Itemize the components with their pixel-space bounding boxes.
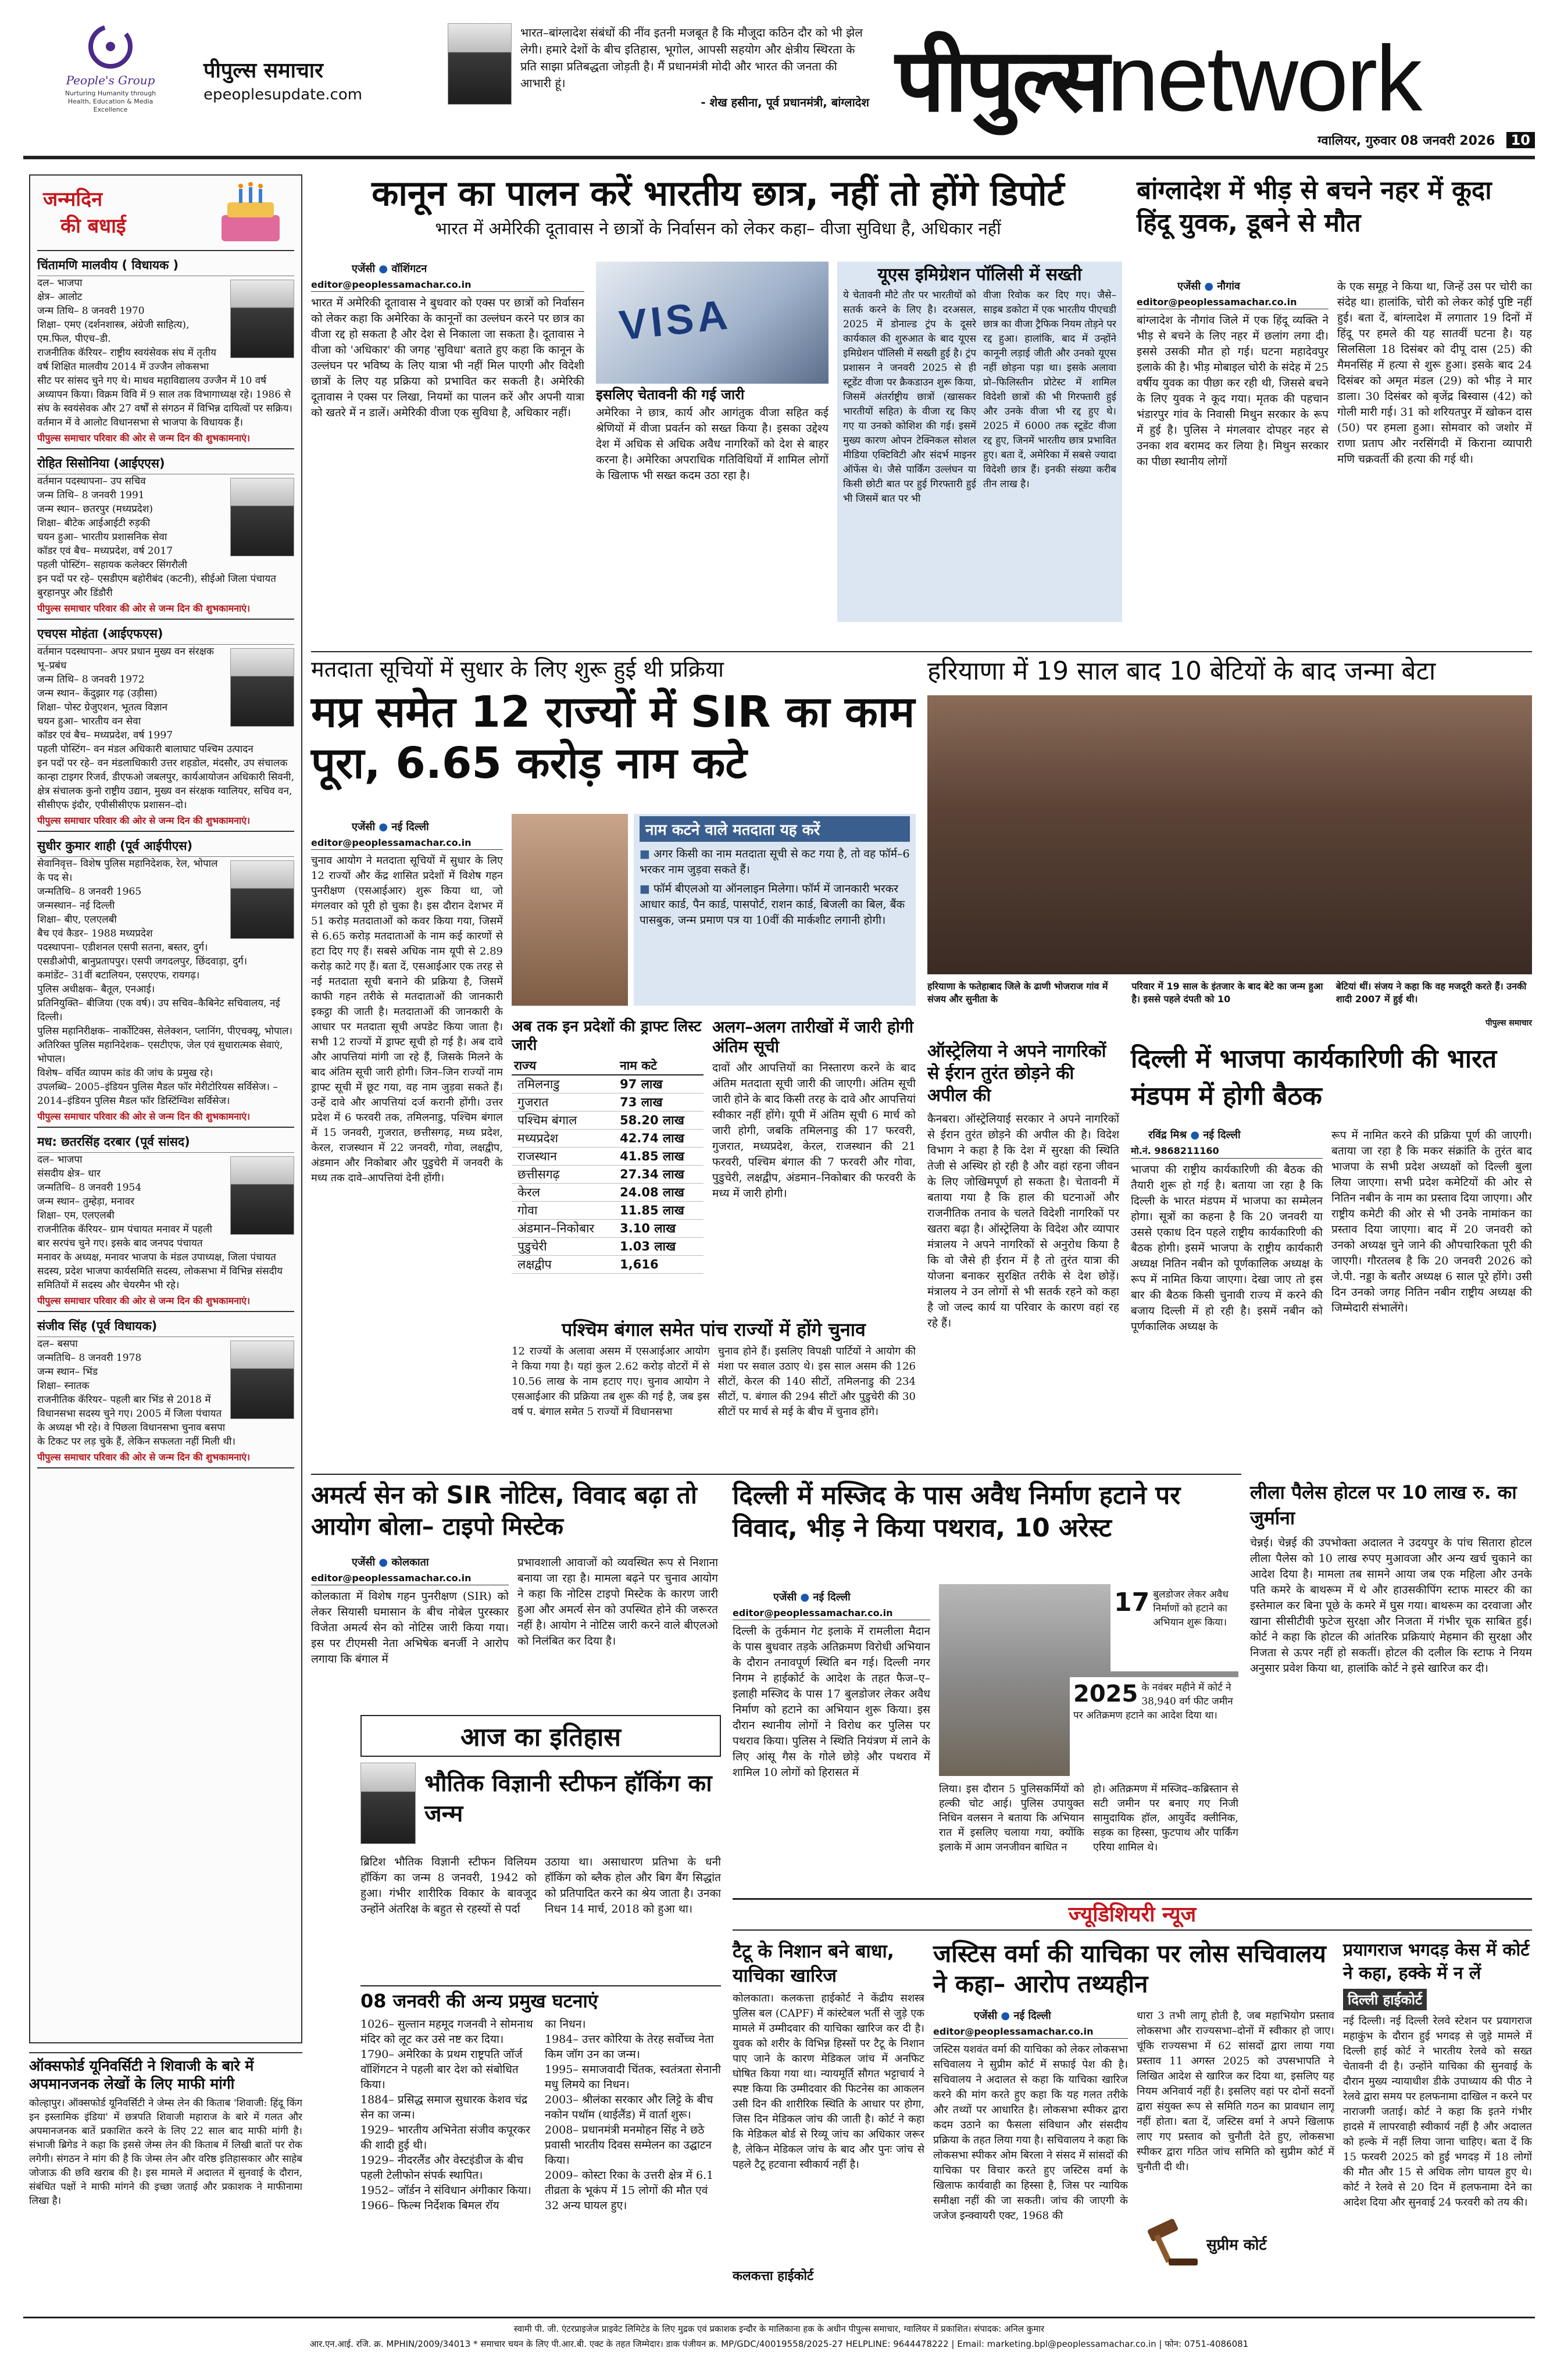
amartya-col1: कोलकाता में विशेष गहन पुनरीक्षण (SIR) को लेकर सियासी घमासान के बीच नोबेल पुरस्कार विजेता अमर्त्य सेन को नोटिस जारी किया गया। इस पर टीएमसी नेता अभिषेक बनर्जी ने आरोप लगाया कि बंगाल में	[311, 1590, 509, 1666]
birthday-entry	[37, 449, 294, 620]
section-rule-2	[311, 1474, 1241, 1475]
birthday-entry-line: जन्मस्थान– नई दिल्ली	[37, 900, 115, 912]
birthday-entry-line: दल– भाजपा	[37, 277, 83, 289]
table-cell-state: छत्तीसगढ़	[517, 1167, 560, 1181]
website-link[interactable]: epeoplesupdate.com	[203, 86, 363, 103]
bangladesh-col2: के एक समूह ने किया था, जिन्हें उस पर चोरी का संदेह था। हालांकि, चोरी को लेकर कोई पुष्टि नहीं हुई। बता दें, बांग्लादेश में लगातार 19 दिनों में हिंदू पर हमले की यह सातवीं घटना है। यह सिलसिला 18 दिसंबर को दीपू दास (25) की मैमनसिंह में हत्या से शुरू हुआ। इसके बाद 24 दिसंबर को अमृत मंडल (29) को भीड़ ने मार डाला। 30 दिसंबर को बृजेंद्र बिस्वास (42) को गोली मारी गई। 31 को शरियतपुर में खोकन दास (50) पर हमला हुआ। सोमवार को जशोर में राणा प्रताप और नरसिंगदी में किराना व्यापारी मणि चक्रवर्ती की हत्या की गई थी।	[1337, 280, 1532, 466]
byline-name: रविंद्र मिश्र	[1148, 1129, 1187, 1141]
tattoo-story	[733, 1939, 924, 2305]
masjid-byline: एजेंसी ● नई दिल्ली	[773, 1591, 851, 1603]
table-row	[512, 1130, 703, 1148]
table-row	[512, 1148, 703, 1166]
history-event: का निधन।	[545, 2017, 586, 2031]
haryana-caption3: बेटियां थीं। संजय ने कहा कि वह मजदूरी करते हैं। उनकी शादी 2007 में हुई थी।	[1335, 981, 1527, 1005]
haryana-caption2: परिवार में 19 साल के इंतजार के बाद बेटे का जन्म हुआ है। इससे पहले दंपती को 10	[1131, 981, 1323, 1005]
history-section	[360, 1715, 721, 2302]
birthday-entry-line: इन पदों पर रहे– वन मंडलाधिकारी उत्तर शहडोल, मंदसौर, उप संचालक कान्हा टाइगर रिजर्व, डीएफओ जबलपुर, कार्यआयोजन अधिकारी सिवनी, क्षेत्र संचालक कुनो राष्ट्रीय उद्यान, मुख्य वन संरक्षक ग्वालियर, सचिव वन, सीसीएफ इंदौर, एपीसीसीएफ प्रशासन–दो।	[37, 757, 294, 811]
birthday-wish: पीपुल्स समाचार परिवार की ओर से जन्म दिन की शुभकामनाएं।	[37, 603, 251, 614]
byline-city: नई दिल्ली	[813, 1591, 851, 1603]
byline-agency: एजेंसी	[773, 1591, 797, 1603]
birthday-entry-line: पदस्थापना– एडीशनल एसपी सतना, बस्तर, दुर्ग। एसडीओपी, बानुप्रतापपुर। एसपी जगदलपुर, छिंदवाड़ा, दुर्ग।	[37, 942, 248, 967]
quote-text: भारत–बांग्लादेश संबंधों की नींव इतनी मजबूत है कि मौजूदा कठिन दौर को भी झेल लेगी। हमारे देशों के बीच इतिहास, भूगोल, आपसी सहयोग और क्षेत्रीय स्थिरता के प्रति साझा प्रतिबद्धता जोड़ती है। मैं प्रधानमंत्री मोदी और भारत की जनता की आभारी हूं।	[520, 26, 863, 90]
birthday-entry-line: कॉडर एवं बैच– मध्यप्रदेश, वर्ष 1997	[37, 730, 173, 741]
amartya-byline: एजेंसी ● कोलकाता	[352, 1556, 429, 1568]
byline-city: नई दिल्ली	[1013, 2010, 1051, 2022]
birthday-entry-line: जन्मतिथि– 8 जनवरी 1978	[37, 1352, 142, 1364]
bjp-col1: भाजपा की राष्ट्रीय कार्यकारिणी की बैठक की तैयारी शुरू हो गई है। बताया जा रहा है कि दिल्ली के भारत मंडपम में भाजपा का सम्मेलन होगा। सूत्रों का कहना है कि 20 जनवरी या उससे एकाध दिन पहले राष्ट्रीय कार्यकारिणी की बैठक होगी। इसमें भाजपा के राष्ट्रीय कार्यकारी अध्यक्ष नितिन नबीन को पूर्णकालिक अध्यक्ष के रूप में नामित किया जाएगा। देखा जाए तो इस बार की बैठक किसी चुनावी राज्य में करने की बजाय दिल्ली में हो रही है। इसमें नबीन को पूर्णकालिक अध्यक्ष के	[1131, 1163, 1323, 1333]
table-cell-state: केरल	[517, 1185, 540, 1199]
history-col2: उठाया था। असाधारण प्रतिभा के धनी हॉकिंग को ब्लैक होल और बिग बैंग सिद्धांत को प्रतिपादित करने का श्रेय जाता है। उनका निधन 14 मार्च, 2018 को हुआ था।	[545, 1856, 721, 1916]
footer-line2: आर.एन.आई. रजि. क्र. MPHIN/2009/34013 * समाचार चयन के लिए पी.आर.बी. एक्ट के तहत जिम्मेदार। डाक पंजीयन क्र. MP/GDC/40019558/2025-27 HELPLINE: 9644478222 | Email: marketing.bpl@peoplessamachar.co.in | फोन: 0751-4086081	[309, 2339, 1249, 2349]
birthday-entry-line: राजनीतिक कॅरियर– राष्ट्रीय स्वयंसेवक संघ में तृतीय वर्ष शिक्षित मालवीय 2014 में उज्जैन लोकसभा सीट पर सांसद चुने गए थे। माधव महाविद्यालय उज्जैन में 10 वर्ष अध्यापन किया। विक्रम विवि में 9 साल तक विभागाध्यक्ष रहे। 1986 से संघ के स्वयंसेवक और 27 वर्षों से संगठन में विभिन्न दायित्वों पर सक्रिय। वर्तमान में वे आलोट विधानसभा से भाजपा के विधायक हैं।	[37, 347, 292, 428]
birthday-entry-line: शिक्षा– एमए (दर्शनशास्त्र, अंग्रेजी साहित्य), एम.फिल, पीएच–डी.	[37, 319, 190, 345]
deport-headline: कानून का पालन करें भारतीय छात्र, नहीं तो होंगे डिपोर्ट	[372, 173, 1065, 214]
stat1-text: बुलडोजर लेकर अवैध निर्माणों को हटाने का अभियान शुरू किया।	[1153, 1589, 1229, 1628]
birthday-entry-line: राजनीतिक कॅरियर– पहली बार भिंड से 2018 में विधानसभा सदस्य चुने गए। 2005 में जिला पंचायत के अध्यक्ष भी रहे। वे पिछला विधानसभा चुनाव बसपा के टिकट पर लड़ चुके हैं, लेकिन सफलता नहीं मिली थी।	[37, 1394, 235, 1448]
byline-agency: एजेंसी	[352, 821, 376, 833]
varma-court: सुप्रीम कोर्ट	[1206, 2236, 1267, 2254]
varma-byline: एजेंसी ● नई दिल्ली	[974, 2010, 1051, 2022]
table-head-names: नाम कटे	[620, 1059, 657, 1073]
birthday-entry-line: राजनीतिक कॅरियर– ग्राम पंचायत मनावर में पहली बार सरपंच चुने गए। इसके बाद जनपद पंचायत मनावर के अध्यक्ष, मनावर भाजपा के मंडल उपाध्यक्ष, जिला पंचायत सदस्य, प्रदेश भाजपा कार्यसमिति सदस्य, लोकसभा में विभिन्न संसदीय समितियों में सदस्य और चेयरमैन भी रहे।	[37, 1224, 283, 1291]
peoples-group-logo-icon	[87, 23, 134, 70]
group-name: People's Group	[66, 73, 155, 87]
birthday-entry-line: पहली पोस्टिंग– सहायक कलेक्टर सिंगरौली	[37, 559, 187, 571]
australia-headline: ऑस्ट्रेलिया ने अपने नागरिकों से ईरान तुरंत छोड़ने की अपील की	[927, 1041, 1106, 1106]
demolition-photo	[939, 1584, 1238, 1776]
birthday-entry-line: प्रतिनियुक्ति– बीजिया (एक वर्ष)। उप सचिव–कैबिनेट सचिवालय, नई दिल्ली।	[37, 998, 280, 1023]
byline-city: वॉशिंगटन	[391, 263, 427, 275]
us-immigration-title: यूएस इमिग्रेशन पॉलिसी में सख्ती	[877, 265, 1082, 285]
judiciary-section	[733, 1898, 1532, 2305]
history-event: 1966– फिल्म निर्देशक बिमल रॉय	[360, 2199, 499, 2212]
birthday-cake-icon	[213, 180, 288, 247]
birthday-entry-line: शिक्षा– बीए, एलएलबी	[37, 914, 117, 925]
prayag-text: नई दिल्ली। नई दिल्ली रेलवे स्टेशन पर प्रयागराज महाकुंभ के दौरान हुई भगदड़ से जुड़े मामले में दिल्ली हाई कोर्ट ने भारतीय रेलवे को सख्त चेतावनी दी है। उन्होंने याचिका की सुनवाई के दौरान मुख्य न्यायाधीश डीके उपाध्याय की पीठ ने रेलवे द्वारा समय पर हलफनामा दाखिल न करने पर नाराजगी जताई। कोर्ट ने कहा कि इतने गंभीर हादसे में लापरवाही स्वीकार्य नहीं है और अदालत को हल्के में नहीं लिया जाना चाहिए। बता दें कि 15 फरवरी 2025 को हुई भगदड़ में 18 लोगों की मौत और 15 से अधिक लोग घायल हुए थे। कोर्ट ने रेलवे से 20 दिन में हलफनामा देने का आदेश दिया और सुनवाई 24 फरवरी को तय की।	[1343, 2015, 1532, 2209]
history-event: 1984– उत्तर कोरिया के तेरह सर्वोच्च नेता किम जॉग उन का जन्म।	[545, 2032, 714, 2061]
table-cell-state: पुडुचेरी	[517, 1239, 547, 1253]
varma-headline: जस्टिस वर्मा की याचिका पर लोस सचिवालय ने कहा– आरोप तथ्यहीन	[933, 1939, 1326, 1998]
oxford-text: कोल्हापुर। ऑक्सफोर्ड यूनिवर्सिटी ने जेम्स लेन की किताब 'शिवाजी: हिंदू किंग इन इस्लामिक इंडिया' में छत्रपति शिवाजी महाराज के बारे में गलत और अपमानजनक बातें प्रकाशित करने के लिए 22 साल बाद माफी मांगी है। संभाजी ब्रिगेड ने कहा कि इससे जेम्स लेन की किताब में लिखी बातों पर रोक लगेगी। संगठन ने मांग की है कि जेम्स लेन और वरिष्ठ इतिहासकार और साहेब जोजाऊ की छवि खराब की है। इस मामले में अदालत में सुनवाई के दौरान, संबंधित पक्षों ने माफी मांगने की इच्छा जताई और प्रकाशक ने माफीनामा लिखा है।	[29, 2097, 302, 2207]
byline-city: नई दिल्ली	[1203, 1129, 1241, 1141]
oxford-headline: ऑक्सफोर्ड यूनिवर्सिटी ने शिवाजी के बारे में अपमानजनक लेखों के लिए माफी मांगी	[29, 2052, 302, 2093]
birthday-entry-line: संसदीय क्षेत्र– धार	[37, 1168, 101, 1180]
bangladesh-headline: बांग्लादेश में भीड़ से बचने नहर में कूदा हिंदू युवक, डूबने से मौत	[1137, 176, 1492, 238]
birthday-entry-line: चयन हुआ– भारतीय प्रशासनिक सेवा	[37, 531, 167, 543]
table-cell-state: मध्यप्रदेश	[517, 1131, 559, 1145]
birthday-entry-line: वर्तमान पदस्थापना– अपर प्रधान मुख्य वन संरक्षक भू–प्रबंध	[37, 646, 214, 671]
sir-table-box	[512, 1017, 703, 1320]
byline-agency: एजेंसी	[1177, 280, 1201, 292]
brand-hindi: पीपुल्स	[895, 30, 1108, 131]
cut-voters-box	[634, 814, 916, 1006]
history-event: 1884– प्रसिद्ध समाज सुधारक केशव चंद्र सेन का जन्म।	[360, 2093, 528, 2121]
haryana-credit: पीपुल्स समाचार	[1485, 1019, 1532, 1028]
us-immigration-col1: ये चेतावनी मौटे तौर पर भारतीयों को सतर्क करने के लिए है। दरअसल, 2025 में डोनाल्ड ट्रंप के दूसरे कार्यकाल की शुरुआत के बाद यूएस इमिग्रेशन पॉलिसी में सख्ती हुई है। ट्रंप प्रशासन ने जनवरी 2025 से ही स्टूडेंट वीजा पर क्रैकडाउन शुरू किया, जिसमें अंतर्राष्ट्रीय छात्रों (खासकर भारतीयों सहित) के वीजा रद्द किए गए या उनको कोशिश की गई। इसमें मुख्य कारण ओपन टेक्निकल सोशल मीडिया एक्टिविटी और संदर्भ माइनर ऑफेंस थे। जैसे पार्किंग उल्लंघन या किसी छोटी बात पर हुई गिरफ्तारी हुई भी जिसमें बात पर भी	[843, 289, 976, 505]
sir-byline: एजेंसी ● नई दिल्ली	[352, 821, 429, 833]
birthday-entry-photo	[230, 1156, 294, 1235]
quote-author: - शेख हसीना, पूर्व प्रधानमंत्री, बांग्लादेश	[701, 95, 869, 109]
table-cell-value: 1.03 लाख	[620, 1239, 676, 1253]
quote-block	[520, 24, 869, 110]
events-col2	[545, 2017, 721, 2238]
masjid-col1: दिल्ली के तुर्कमान गेट इलाके में रामलीला मैदान के पास बुधवार तड़के अतिक्रमण विरोधी अभियान के दौरान तनावपूर्ण स्थिति बन गई। दिल्ली नगर निगम ने हाईकोर्ट के आदेश के तहत फैज–ए–इलाही मस्जिद के पास 17 बुलडोजर लेकर अवैध निर्माण को हटाने का अभियान शुरू किया। इस दौरान स्थानीय लोगों ने विरोध कर पुलिस पर पथराव किया। पुलिस ने स्थिति नियंत्रण में लाने के लिए आंसू गैस के गोले छोड़े और पथराव में शामिल 10 लोगों को हिरासत में	[733, 1625, 930, 1779]
sidebar-entries	[37, 251, 294, 1468]
cut-voters-title: नाम कटने वाले मतदाता यह करें	[640, 816, 910, 842]
table-cell-value: 3.10 लाख	[620, 1221, 676, 1235]
birthday-entry-photo	[230, 478, 294, 556]
birthday-entry-line: जन्म स्थान– केंदुझार गढ़ (उड़ीसा)	[37, 688, 158, 699]
table-cell-state: गोवा	[517, 1203, 538, 1217]
birthday-entry-line: जन्म स्थान– छतरपुर (मध्यप्रदेश)	[37, 503, 153, 515]
oxford-story	[29, 2052, 302, 2285]
birthday-entry-line: सेवानिवृत्त– विशेष पुलिस महानिदेशक, रेल, भोपाल के पद से।	[37, 858, 218, 884]
group-tagline: Nurturing Humanity through Health, Education & Media Excellence	[65, 90, 156, 113]
deport-photo-caption: इसलिए चेतावनी की गई जारी	[596, 387, 745, 403]
bangladesh-story	[1137, 174, 1532, 657]
prayag-headline: प्रयागराज भगदड़ केस में कोर्ट ने कहा, हक्के में न लें	[1343, 1940, 1530, 1984]
birthday-sidebar	[29, 174, 302, 2043]
sir-headline: मप्र समेत 12 राज्यों में SIR का काम पूरा, 6.65 करोड़ नाम कटे	[311, 687, 915, 788]
birthday-entry	[37, 1128, 294, 1312]
bengal-col2: चुनाव होने हैं। इसलिए विपक्षी पार्टियों ने आयोग की मंशा पर सवाल उठाए थे। इस साल असम की 126 सीटों, केरल की 140 सीटों, तमिलनाडु की 234 सीटों, प. बंगाल की 294 सीटों और पुडुचेरी की 30 सीटों पर मार्च से मई के बीच में चुनाव होंगे।	[717, 1345, 916, 1418]
deport-email[interactable]: editor@peoplessamachar.co.in	[311, 279, 584, 292]
stat-box-2	[1070, 1677, 1238, 1776]
bjp-byline: रविंद्र मिश्र ● नई दिल्ली	[1148, 1129, 1241, 1141]
peoples-group-logo	[58, 23, 163, 140]
bengal-col1: 12 राज्यों के अलावा असम में एसआईआर आयोग ने किया गया है। यहां कुल 2.62 करोड़ वोटरों में से 10.56 लाख के नाम हटाए गए। चुनाव आयोग ने एसआईआर की प्रक्रिया तब शुरू की गई है, जब इस वर्ष प. बंगाल समेत 5 राज्यों में विधानसभा	[512, 1345, 710, 1418]
byline-agency: एजेंसी	[974, 2010, 998, 2022]
birthday-entry-line: कॉडर एवं बैच– मध्यप्रदेश, वर्ष 2017	[37, 545, 173, 557]
birthday-entry-line: जन्म तिथि– 8 जनवरी 1991	[37, 489, 145, 501]
birthday-wish: पीपुल्स समाचार परिवार की ओर से जन्म दिन की शुभकामनाएं।	[37, 1111, 251, 1122]
birthday-entry-line: शिक्षा– स्नातक	[37, 1380, 90, 1392]
bjp-headline: दिल्ली में भाजपा कार्यकारिणी की भारत मंडपम में होगी बैठक	[1131, 1044, 1497, 1111]
stat2-text: के नवंबर महीने में कोर्ट ने 38,940 वर्ग फीट जमीन पर अतिक्रमण हटाने का आदेश दिया था।	[1073, 1682, 1233, 1721]
birthday-entry-line: पुलिस महानिरीक्षक– नार्कोटिक्स, सेलेक्शन, प्लानिंग, पीएचक्यू, भोपाल।	[37, 1025, 292, 1037]
history-title: आज का इतिहास	[360, 1715, 721, 1757]
birthday-entry-name: रोहित सिसोनिया (आईएएस)	[37, 453, 294, 474]
birthday-entry-line: जन्म स्थान– भिंड	[37, 1366, 98, 1378]
haryana-family-photo	[927, 695, 1532, 974]
bengal-title: पश्चिम बंगाल समेत पांच राज्यों में होंगे चुनाव	[562, 1318, 866, 1341]
birthday-wish: पीपुल्स समाचार परिवार की ओर से जन्म दिन की शुभकामनाएं।	[37, 433, 251, 444]
final-list-title: अलग–अलग तारीखों में जारी होगी अंतिम सूची	[712, 1017, 913, 1056]
prayag-court: दिल्ली हाईकोर्ट	[1343, 1989, 1427, 2010]
table-cell-value: 24.08 लाख	[620, 1185, 684, 1199]
dateline: ग्वालियर, गुरुवार 08 जनवरी 2026	[1317, 134, 1495, 148]
sir-col1: चुनाव आयोग ने मतदाता सूचियों में सुधार के लिए 12 राज्यों और केंद्र शासित प्रदेशों में विशेष गहन पुनरीक्षण (एसआईआर) शुरू किया था, जो मंगलवार को पूरी हो चुका है। इस दौरान देशभर में 51 करोड़ मतदाताओं को कवर किया गया, जिसमें से 6.65 करोड़ मतदाताओं के नाम कई कारणों से हटा दिए गए हैं। सबसे अधिक नाम यूपी से 2.89 करोड़ काटे गए हैं। बता दें, एसआईआर एक तरह से नई मतदाता सूची बनाने की प्रक्रिया है, जिसमें काफी गहन तरीके से मतदाताओं की जानकारी इकट्ठा की जाती है। मतदाताओं की जानकारी के आधार पर मतदाता सूची अपडेट किया जाता है। सभी 12 राज्यों में ड्राफ्ट सूची हो गई है। अब दावे और आपत्तियां मांगी जा रहे हैं, जिसके मिलने के बाद अंतिम सूची जारी होगी। जिन–जिन राज्यों नाम ड्राफ्ट सूची में छूट गया, वह नाम जुड़वा सकते हैं। उन्हें दावे और आपत्तियां दर्ज करानी होंगी। उत्तर प्रदेश में 6 फरवरी तक, तमिलनाडु, पश्चिम बंगाल में 15 जनवरी, गुजरात, छत्तीसगढ़, मध्य प्रदेश, केरल, राजस्थान में 22 जनवरी, गोवा, लक्षद्वीप, अंडमान और निकोबार और पुडुचेरी में जनवरी के मध्य तक दावे–आपत्तियां देनी होंगी।	[311, 855, 503, 1184]
sir-table	[512, 1057, 703, 1274]
byline-city: नौगांव	[1217, 280, 1240, 292]
paper-logo	[203, 55, 424, 103]
tattoo-headline: टैटू के निशान बने बाधा, याचिका खारिज	[733, 1940, 894, 1986]
deport-subhead: भारत में अमेरिकी दूतावास ने छात्रों के निर्वासन को लेकर कहा– वीजा सुविधा है, अधिकार नहीं	[435, 219, 1001, 239]
table-cell-value: 97 लाख	[620, 1077, 663, 1091]
birthday-entry-line: पुलिस अधीक्षक– बैतूल, एनआई।	[37, 984, 155, 995]
history-event: 1995– समाजवादी चिंतक, स्वतंत्रता सेनानी मधु लिमये का निधन।	[545, 2063, 721, 2091]
history-event: 1026– सुल्तान महमूद गजनवी ने सोमनाथ मंदिर को लूट कर उसे नष्ट कर दिया।	[360, 2017, 533, 2046]
birthday-entry-line: दल– भाजपा	[37, 1154, 83, 1166]
history-event: 1929– नीदरलैंड और वेस्टइंडीज के बीच पहली टेलीफोन संपर्क स्थापित।	[360, 2153, 524, 2182]
deport-col2: अमेरिका ने छात्र, कार्य और आगंतुक वीजा सहित कई श्रेणियों में वीजा प्रवर्तन को सख्त किया है। इसका उद्देश्य देश में अधिक से अधिक अवैध नागरिकों को देश से बाहर करना है। अमेरिका अपराधिक गतिविधियों में शामिल लोगों के खिलाफ भी सख्त कदम उठा रहा है।	[596, 406, 829, 482]
table-row	[512, 1220, 703, 1238]
byline-city: कोलकाता	[391, 1556, 429, 1568]
birthday-entry-line: उपलब्धि– 2005–इंडियन पुलिस मैडल फॉर मेरीटोरियस सर्विसेज। –2014–इंडियन पुलिस मैडल फॉर डिस्टिंग्विश सर्विसेज।	[37, 1081, 278, 1107]
birthday-entry-line: विशेष– वर्चित व्यापम कांड की जांच के प्रमुख रहे।	[37, 1067, 213, 1079]
history-event: 1952– जॉर्डन ने संविधान अंगीकार किया।	[360, 2184, 531, 2197]
birthday-entry	[37, 251, 294, 449]
judiciary-title-bar	[733, 1898, 1532, 1931]
masjid-email[interactable]: editor@peoplessamachar.co.in	[733, 1607, 930, 1620]
table-row	[512, 1093, 703, 1112]
australia-story	[927, 1041, 1119, 1471]
birthday-entry-name: मध: छतरसिंह दरबार (पूर्व सांसद)	[37, 1131, 294, 1153]
table-cell-value: 1,616	[620, 1257, 659, 1271]
birthday-entry-line: पहली पोस्टिंग– वन मंडल अधिकारी बालाघाट पश्चिम उत्पादन	[37, 744, 253, 755]
byline-city: नई दिल्ली	[391, 821, 429, 833]
birthday-entry-name: एचएस मोहंता (आईएफएस)	[37, 623, 294, 645]
varma-col1: जस्टिस यशवंत वर्मा की याचिका को लेकर लोकसभा सचिवालय ने सुप्रीम कोर्ट में सफाई पेश की है। सचिवालय ने अदालत से कहा कि याचिका खारिज करने की मांग करते हुए कहा कि यह गलत तरीके और तथ्यों पर आधारित है। लोकसभा स्पीकर द्वारा कदम उठाने का फैसला संविधान और संसदीय प्रक्रिया के तहत लिया गया है। सचिवालय ने कहा कि लोकसभा स्पीकर ओम बिरला ने संसद में सांसदों की याचिका पर विचार करते हुए जस्टिस वर्मा के खिलाफ कार्यवाही का हिस्सा है, जिस पर न्यायिक समीक्षा नहीं की जा सकती। जांच की जाएगी के जजेज इन्क्वायरी एक्ट, 1968 की	[933, 2043, 1128, 2222]
history-event: 2009– कोस्टा रिका के उत्तरी क्षेत्र में 6.1 तीव्रता के भूकंप में 15 लोगों की मौत एवं 32 अन्य घायल हुए।	[545, 2168, 714, 2212]
history-headline: भौतिक विज्ञानी स्टीफन हॉकिंग का जन्म	[424, 1770, 712, 1827]
history-event: 1790– अमेरिका के प्रथम राष्ट्रपति जॉर्ज वॉशिंगटन ने पहली बार देश को संबोधित किया।	[360, 2047, 523, 2091]
birthday-entry	[37, 832, 294, 1128]
table-row	[512, 1256, 703, 1274]
bjp-mobile: मो.नं. 9868211160	[1131, 1144, 1323, 1159]
haryana-headline: हरियाणा में 19 साल बाद 10 बेटियों के बाद जन्मा बेटा	[927, 656, 1436, 686]
birthday-wish: पीपुल्स समाचार परिवार की ओर से जन्म दिन की शुभकामनाएं।	[37, 1452, 251, 1463]
sir-story	[311, 657, 916, 1471]
birthday-entry-photo	[230, 648, 294, 727]
footer	[23, 2317, 1535, 2369]
brand-title	[895, 17, 1541, 134]
deport-col1: भारत में अमेरिकी दूतावास ने बुधवार को एक्स पर छात्रों को निर्वासन को लेकर कहा कि अमेरिका के कानूनों का उल्लंघन करने पर छात्र का वीजा रद्द हो सकता है और देश से निकाला जा सकता है। दूतावास ने वीजा को 'अधिकार' की जगह 'सुविधा' बताते हुए कहा कि कानून के उल्लंघन पर भविष्य के लिए यात्रा भी नहीं मिल पाएगी और विदेशी छात्रों के लिए यह प्रक्रिया को प्रभावित कर सकती है। अमेरिकी दूतावास ने एक्स पर लिखा, नियमों का पालन करें और अपनी यात्रा को खतरे में न डालें। अमेरिकी वीजा एक सुविधा है, अधिकार नहीं।	[311, 296, 584, 419]
masjid-headline: दिल्ली में मस्जिद के पास अवैध निर्माण हटाने पर विवाद, भीड़ ने किया पथराव, 10 अरेस्ट	[733, 1481, 1181, 1543]
paper-name: पीपुल्स समाचार	[203, 59, 323, 83]
section-rule-1	[311, 651, 1532, 652]
table-row	[512, 1184, 703, 1202]
birthday-entry-line: जन्म तिथि– 8 जनवरी 1972	[37, 674, 145, 685]
birthday-entry-line: शिक्षा– एम, एलएलबी	[37, 1210, 115, 1221]
brand-english: network	[1107, 26, 1421, 130]
stat2-value: 2025	[1073, 1681, 1138, 1707]
sidebar-title-line2: की बधाई	[60, 215, 126, 238]
cut-voters-point-text: फॉर्म बीएलओ या ऑनलाइन मिलेगा। फॉर्म में जानकारी भरकर आधार कार्ड, पैन कार्ड, पासपोर्ट, राशन कार्ड, बिजली का बिल, बैंक पासबुक, जन्म प्रमाण पत्र या 10वीं की मार्कशीट लगानी होगी।	[640, 882, 905, 927]
dateline-row	[895, 131, 1535, 151]
birthday-wish: पीपुल्स समाचार परिवार की ओर से जन्म दिन की शुभकामनाएं।	[37, 815, 251, 826]
table-cell-value: 41.85 लाख	[620, 1149, 684, 1163]
hawking-photo	[360, 1763, 416, 1844]
varma-col2: धारा 3 तभी लागू होती है, जब महाभियोग प्रस्ताव लोकसभा और राज्यसभा–दोनों में स्वीकार हो जाए। चूंकि राज्यसभा में 62 सांसदों द्वारा लाया गया प्रस्ताव 11 अगस्त 2025 को उपसभापति ने लिखित आदेश से खारिज कर दिया था, इसलिए यह नियम अनिवार्य नहीं है। इसलिए वहां पर दोनों सदनों द्वारा संयुक्त रूप से समिति गठन का प्रावधान लागू नहीं होता। बता दें, जस्टिस वर्मा ने अपने खिलाफ लाए गए प्रस्ताव को चुनौती देते हुए, लोकसभा स्पीकर द्वारा गठित जांच समिति को सुप्रीम कोर्ट में चुनौती दी थी।	[1137, 2010, 1334, 2173]
sidebar-title-line1: जन्मदिन	[43, 188, 103, 211]
page-number: 10	[1506, 132, 1535, 148]
byline-agency: एजेंसी	[352, 1556, 376, 1568]
haryana-story	[927, 657, 1532, 1029]
table-cell-state: लक्षद्वीप	[517, 1257, 552, 1271]
birthday-entry-photo	[230, 1341, 294, 1419]
us-immigration-box	[837, 262, 1122, 622]
birthday-entry-line: शिक्षा– पोस्ट ग्रेजुएशन, भूतत्व विज्ञान	[37, 702, 168, 713]
birthday-entry-line: चयन हुआ– भारतीय वन सेवा	[37, 716, 141, 727]
birthday-entry-line: जन्मतिथि– 8 जनवरी 1954	[37, 1182, 142, 1193]
table-cell-state: राजस्थान	[517, 1149, 557, 1163]
birthday-wish: पीपुल्स समाचार परिवार की ओर से जन्म दिन की शुभकामनाएं।	[37, 1295, 251, 1306]
table-cell-value: 11.85 लाख	[620, 1203, 684, 1217]
sir-kicker: मतदाता सूचियों में सुधार के लिए शुरू हुई थी प्रक्रिया	[311, 656, 724, 682]
amartya-col2: प्रभावशाली आवाजों को व्यवस्थित रूप से निशाना बनाया जा रहा है। मामला बढ़ने पर चुनाव आयोग ने कहा कि नोटिस टाइपो मिस्टेक के कारण जारी हुआ और अमर्त्य सेन को उपस्थित होने की जरूरत नहीं है। आयोग ने नोटिस जारी करने वाले बीएलओ को निलंबित कर दिया है।	[517, 1556, 718, 1648]
birthday-entry-line: जन्मतिथि– 8 जनवरी 1965	[37, 886, 142, 898]
masjid-col2: लिया। इस दौरान 5 पुलिसकर्मियों को हल्की चोट आई। पुलिस उपायुक्त निधिन वलसन ने बताया कि अभियान रात में इसलिए चलाया गया, क्योंकि इलाके में आम जनजीवन बाधित न	[939, 1783, 1084, 1853]
sir-email[interactable]: editor@peoplessamachar.co.in	[311, 837, 503, 850]
history-col1: ब्रिटिश भौतिक विज्ञानी स्टीफन विलियम हॉकिंग का जन्म 8 जनवरी, 1942 को हुआ। गंभीर शारीरिक विकार के बावजूद उन्होंने अंतरिक्ष के बहुत से रहस्यों से पर्दा	[360, 1856, 537, 1916]
varma-story	[933, 1939, 1334, 2305]
australia-text: कैनबरा। ऑस्ट्रेलियाई सरकार ने अपने नागरिकों से ईरान तुरंत छोड़ने की अपील की है। विदेश विभाग ने कहा है कि देश में सुरक्षा की स्थिति तेजी से अस्थिर हो रही है और वहां रहना जीवन के लिए जोखिमपूर्ण हो सकता है। चेतावनी में बताया गया है कि हाल की घटनाओं और राजनीतिक तनाव के चलते विदेशी नागरिकों पर खतरा बढ़ा है। ऑस्ट्रेलिया के विदेश और व्यापार मंत्रालय ने अपने नागरिकों से अनुरोध किया है कि वो जैसे ही ईरान में है तो तुरंत यात्रा की योजना बनाकर सुरक्षित तरीके से देश छोड़ें। मंत्रालय ने उन लोगों से भी सतर्क रहने को कहा है जो जल्द कार्य या परिवार के कारण वहां रह रहे हैं।	[927, 1113, 1119, 1330]
sir-table-title: अब तक इन प्रदेशों की ड्राफ्ट लिस्ट जारी	[512, 1018, 702, 1054]
history-event: 1929– भारतीय अभिनेता संजीव कपूरकर की शादी हुई थी।	[360, 2123, 530, 2152]
history-event: 2003– श्रीलंका सरकार और लिट्टे के बीच नकोन पथॉम (थाईलैंड) में वार्ता शुरू।	[545, 2093, 713, 2121]
birthday-entry-line: बैच एवं कैडर– 1988 मध्यप्रदेश	[37, 928, 153, 939]
cut-voters-point: ■ अगर किसी का नाम मतदाता सूची से कट गया है, तो वह फॉर्म–6 भरकर नाम जुड़वा सकते हैं।	[640, 848, 910, 876]
byline-agency: एजेंसी	[352, 263, 376, 275]
bengal-box	[512, 1320, 916, 1471]
birthday-entry-name: सुधीर कुमार शाही (पूर्व आईपीएस)	[37, 835, 294, 857]
voter-finger-photo	[512, 814, 628, 1006]
bjp-col2: रूप में नामित करने की प्रक्रिया पूर्ण की जाएगी। बताया जा रहा है कि मकर संक्रांति के तुरंत बाद भाजपा के सभी प्रदेश अध्यक्षों को दिल्ली बुला लिया जाएगा। सभी प्रदेश कमेटियों की ओर से नितिन नबीन के नाम का प्रस्ताव दिया जाएगा। और राष्ट्रीय कमेटी की ओर से भी उनके नामांकन का प्रस्ताव दिया जाएगा। बाद में 20 जनवरी को उनको अध्यक्ष चुने जाने की औपचारिकता पूरी की जाएगी। गौरतलब है कि 20 जनवरी 2026 को जे.पी. नड्डा के बतौर अध्यक्ष 6 साल पूरे होंगे। उसी दिन उनको जगह नितिन नबीन राष्ट्रीय अध्यक्ष की जिम्मेदारी संभालेंगे।	[1331, 1129, 1532, 1314]
birthday-entry-line: कमांडेंट– 31वीं बटालियन, एसएएफ, रायगढ़।	[37, 970, 200, 981]
varma-email[interactable]: editor@peoplessamachar.co.in	[933, 2026, 1128, 2039]
masjid-col3: हो। अतिक्रमण में मस्जिद–कब्रिस्तान से सटी जमीन पर बनाए गए निजी सामुदायिक हॉल, आयुर्वेद क्लीनिक, सड़क का हिस्सा, फुटपाथ और पार्किंग एरिया शामिल थे।	[1093, 1783, 1238, 1853]
hasina-photo	[448, 23, 512, 105]
birthday-entry-line: जन्म स्थान– तुम्हेड़ा, मनावर	[37, 1196, 135, 1207]
table-cell-state: अंडमान–निकोबार	[517, 1221, 595, 1235]
table-head-state: राज्य	[514, 1059, 537, 1073]
birthday-entry-line: शिक्षा– बीटेक आईआईटी रुड़की	[37, 517, 151, 529]
bangladesh-email[interactable]: editor@peoplessamachar.co.in	[1137, 296, 1329, 309]
table-cell-value: 73 लाख	[620, 1095, 663, 1109]
lila-headline: लीला पैलेस होटल पर 10 लाख रु. का जुर्माना	[1250, 1481, 1517, 1529]
final-list-box	[712, 1017, 916, 1320]
birthday-entry-line: क्षेत्र– आलोट	[37, 291, 83, 303]
masjid-story	[733, 1480, 1238, 1892]
sidebar-header	[37, 176, 294, 251]
events-col1	[360, 2017, 537, 2238]
footer-line1: स्वामी पी. जी. एंटरप्राइजेज प्राइवेट लिमिटेड के लिए मुद्रक एवं प्रकाशक इन्दौर के मालिकाना हक के अधीन पीपुल्स समाचार, ग्वालियर में प्रकाशित। संपादक: अनिल कुमार	[513, 2324, 1045, 2334]
table-cell-state: गुजरात	[517, 1095, 549, 1109]
birthday-entry-line: इन पदों पर रहे– एसडीएम बहोरीबंद (कटनी), सीईओ जिला पंचायत बुरहानपुर और डिंडौरी	[37, 573, 276, 599]
history-event: 2008– प्रधानमंत्री मनमोहन सिंह ने छठे प्रवासी भारतीय दिवस सम्मेलन का उद्घाटन किया।	[545, 2123, 712, 2167]
lila-text: चेन्नई। चेन्नई की उपभोक्ता अदालत ने उदयपुर के पांच सितारा होटल लीला पैलेस को 10 लाख रुपए मुआवजा और अन्य खर्च चुकाने का आदेश दिया है। मामला तब सामने आया जब एक महिला और उनके पति कमरे के बाथरूम में थे और हाउसकीपिंग स्टाफ मास्टर की का इस्तेमाल कर बिना पूछे के कमरे में घुस गया। बाथरूम का दरवाजा और खाना सीसीटीवी फुटेज सुरक्षा और निजता में गंभीर चूक साबित हुई। कोर्ट ने कहा कि होटल की आंतरिक प्रक्रियाएं मेहमान की सुरक्षा और निजता से ऊपर नहीं हो सकतीं। होटल की दलील कि स्टाफ ने नियम अनुसार प्रवेश किया था, हालांकि कोर्ट ने इसे खारिज कर दी।	[1250, 1536, 1532, 1675]
birthday-entry-name: चिंतामणि मालवीय ( विधायक )	[37, 255, 294, 276]
birthday-entry-photo	[230, 860, 294, 939]
birthday-entry-line: अतिरिक्त पुलिस महानिदेशक– एसटीएफ, जेल एवं सुधारात्मक सेवाएं, भोपाल।	[37, 1039, 283, 1065]
deport-byline: एजेंसी ● वॉशिंगटन	[352, 263, 427, 275]
masthead-rule	[23, 156, 1535, 159]
birthday-entry-line: वर्तमान पदस्थापना– उप सचिव	[37, 476, 146, 487]
tattoo-text: कोलकाता। कलकत्ता हाईकोर्ट ने केंद्रीय सशस्त्र पुलिस बल (CAPF) में कांस्टेबल भर्ती से जुड़े एक मामले में उम्मीदवार की याचिका खारिज कर दी है। युवक को शरीर के विभिन्न हिस्सों पर टैटू के निशान पाए जाने के कारण मेडिकल जांच में अनफिट घोषित किया गया था। न्यायमूर्ति सौगत भट्टाचार्य ने स्पष्ट किया कि उम्मीदवार की फिटनेस का आकलन उसी दिन की शारीरिक स्थिति के आधार पर होगा, जिस दिन मेडिकल जांच की जाती है। कोर्ट ने कहा कि मेडिकल बोर्ड से रिव्यू जांच का अधिकार जरूर है, लेकिन मेडिकल जांच के बाद और पुनः जांच से पहले टैटू हटवाना स्वीकार्य नहीं है।	[733, 1992, 924, 2171]
birthday-entry	[37, 1312, 294, 1468]
bangladesh-col1: बांग्लादेश के नौगांव जिले में एक हिंदू व्यक्ति ने भीड़ से बचने के लिए नहर में छलांग लगा दी। इससे उसकी मौत हो गई। घटना महादेवपुर इलाके की है। भीड़ मोबाइल चोरी के संदेह में 25 वर्षीय युवक का पीछा कर रही थी, जिससे बचने के लिए युवक ने कूद गया। मृतक की पहचान भंडारपुर गांव के निवासी मिथुन सरकार के रूप में हुई है। पुलिस ने मंगलवार दोपहर नहर से उनका शव बरामद कर लिया है। मिथुन सरकार का पीछा स्थानीय लोगों	[1137, 314, 1329, 468]
final-list-text: दावों और आपत्तियों का निस्तारण करने के बाद अंतिम मतदाता सूची जारी की जाएगी। अंतिम सूची जारी होने के बाद किसी तरह के दावे और आपत्तियां स्वीकार नहीं होंगे। यूपी में अंतिम सूची 6 मार्च को जारी होगी, जबकि तमिलनाडु की 17 फरवरी, गुजरात, मध्यप्रदेश, केरल, राजस्थान की 21 फरवरी, पश्चिम बंगाल की 7 फरवरी और गोवा, पुडुचेरी, लक्षद्वीप, अंडमान–निकोबार की फरवरी के मध्य में जारी होगी।	[712, 1062, 916, 1200]
birthday-entry-line: जन्म तिथि– 8 जनवरी 1970	[37, 305, 145, 317]
prayag-story	[1343, 1939, 1532, 2305]
table-row	[512, 1238, 703, 1256]
visa-card-photo: VISA	[596, 262, 829, 384]
cut-voters-point: ■ फॉर्म बीएलओ या ऑनलाइन मिलेगा। फॉर्म में जानकारी भरकर आधार कार्ड, पैन कार्ड, पासपोर्ट, राशन कार्ड, बिजली का बिल, बैंक पासबुक, जन्म प्रमाण पत्र या 10वीं की मार्कशीट लगानी होगी।	[640, 882, 905, 927]
table-cell-value: 42.74 लाख	[620, 1131, 684, 1145]
cut-voters-point-text: अगर किसी का नाम मतदाता सूची से कट गया है, तो वह फॉर्म–6 भरकर नाम जुड़वा सकते हैं।	[640, 848, 910, 876]
bangladesh-byline: एजेंसी ● नौगांव	[1177, 280, 1240, 292]
amartya-email[interactable]: editor@peoplessamachar.co.in	[311, 1573, 509, 1585]
deport-story	[311, 174, 1125, 657]
birthday-entry-name: संजीव सिंह (पूर्व विधायक)	[37, 1316, 294, 1337]
haryana-caption1: हरियाणा के फतेहाबाद जिले के ढाणी भोजराज गांव में संजय और सुनीता के	[927, 981, 1108, 1005]
masthead	[0, 0, 1557, 170]
lila-story	[1250, 1480, 1532, 1892]
table-cell-state: तमिलनाडु	[517, 1077, 560, 1091]
amartya-story	[311, 1480, 718, 1712]
varma-court-block	[1137, 2218, 1334, 2270]
stat1-value: 17	[1114, 1588, 1150, 1617]
tattoo-court: कलकत्ता हाईकोर्ट	[733, 2269, 814, 2283]
table-cell-value: 27.34 लाख	[620, 1167, 684, 1181]
table-row	[512, 1112, 703, 1130]
gavel-icon	[1137, 2218, 1201, 2270]
events-title: 08 जनवरी की अन्य प्रमुख घटनाएं	[360, 1985, 721, 2012]
cut-voters-points	[640, 846, 910, 928]
table-row	[512, 1202, 703, 1220]
bjp-story	[1131, 1041, 1532, 1471]
table-cell-value: 58.20 लाख	[620, 1113, 684, 1127]
us-immigration-col2: वीजा रिवोक कर दिए गए। जैसे– साइब डकोटा में एक भारतीय पीएचडी छात्र का वीजा ट्रैफिक नियम तोड़ने पर रद्द हुआ। हालांकि, बाद में उन्होंने कानूनी लड़ाई जीती और उनको यूएस नहीं छोड़ना पड़ा था। इसके अलावा प्रो–फिलिस्तीन प्रोटेस्ट में शामिल विदेशी छात्रों की भी गिरफ्तारी हुई और उनके वीजा भी रद्द हुए थे। 2025 में 6000 तक स्टूडेंट वीजा रद्द हुए, जिनमें भारतीय छात्र प्रभावित हुए। बता दें, अमेरिका में सबसे ज्यादा विदेशी छात्र हैं। इनकी संख्या करीब तीन लाख है।	[983, 289, 1116, 490]
birthday-entry-photo	[230, 280, 294, 358]
stat-box-1	[1110, 1584, 1238, 1671]
birthday-entry-line: दल– बसपा	[37, 1338, 78, 1350]
table-cell-state: पश्चिम बंगाल	[517, 1113, 577, 1127]
judiciary-title: ज्यूडिशियरी न्यूज	[1068, 1903, 1197, 1927]
birthday-entry	[37, 620, 294, 832]
table-row	[512, 1166, 703, 1184]
amartya-headline: अमर्त्य सेन को SIR नोटिस, विवाद बढ़ा तो आयोग बोला– टाइपो मिस्टेक	[311, 1481, 697, 1541]
table-row	[512, 1075, 703, 1093]
